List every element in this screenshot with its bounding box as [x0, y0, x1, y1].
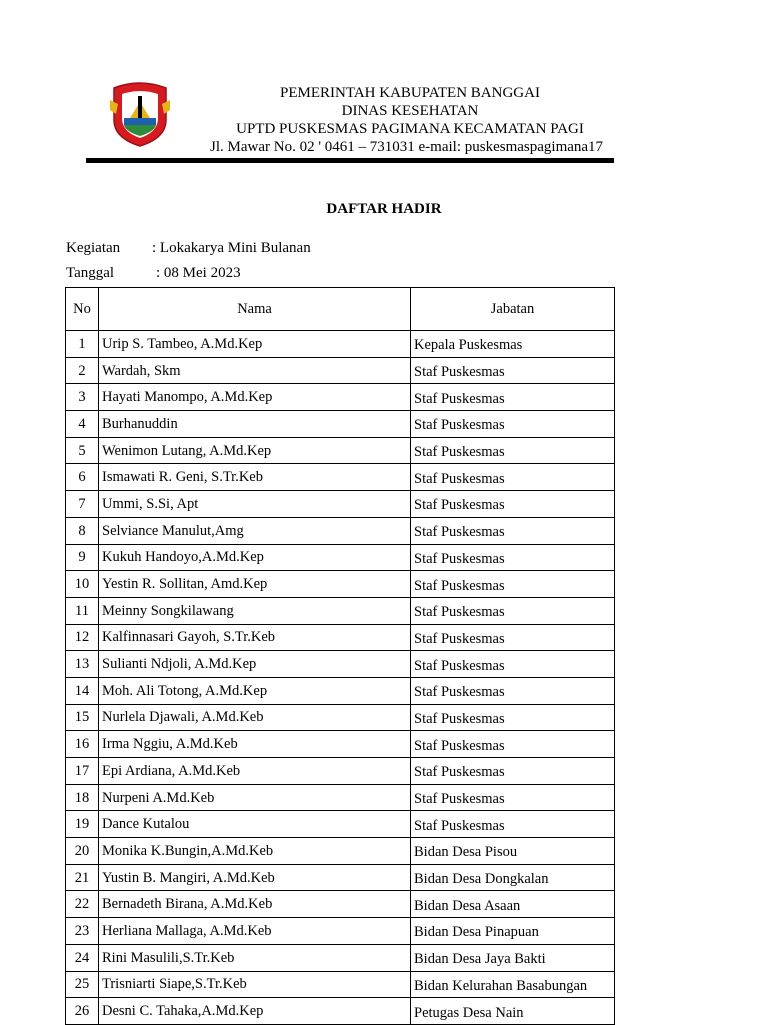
table-row	[66, 811, 615, 838]
row-number: 20	[66, 838, 99, 865]
row-number: 9	[66, 544, 99, 571]
row-position: Bidan Desa Asaan	[411, 891, 615, 918]
column-header-no: No	[66, 288, 99, 331]
table-row	[66, 571, 615, 598]
row-name: Yustin B. Mangiri, A.Md.Keb	[99, 864, 411, 891]
date-line	[66, 265, 241, 282]
table-row	[66, 731, 615, 758]
row-position: Staf Puskesmas	[411, 437, 615, 464]
column-header-jabatan: Jabatan	[411, 288, 615, 331]
table-row	[66, 384, 615, 411]
activity-label: Kegiatan	[66, 240, 121, 256]
row-position: Bidan Desa Jaya Bakti	[411, 944, 615, 971]
row-position: Petugas Desa Nain	[411, 998, 615, 1025]
row-number: 4	[66, 411, 99, 438]
table-row	[66, 758, 615, 785]
table-row	[66, 597, 615, 624]
row-position: Staf Puskesmas	[411, 811, 615, 838]
row-name: Nurlela Djawali, A.Md.Keb	[99, 704, 411, 731]
document-title: DAFTAR HADIR	[326, 201, 442, 217]
row-number: 15	[66, 704, 99, 731]
row-name: Epi Ardiana, A.Md.Keb	[99, 758, 411, 785]
row-position: Staf Puskesmas	[411, 491, 615, 518]
letterhead-divider	[86, 158, 614, 163]
row-name: Wardah, Skm	[99, 357, 411, 384]
row-number: 25	[66, 971, 99, 998]
row-position: Staf Puskesmas	[411, 411, 615, 438]
row-name: Selviance Manulut,Amg	[99, 517, 411, 544]
row-position: Bidan Desa Pisou	[411, 838, 615, 865]
row-name: Desni C. Tahaka,A.Md.Kep	[99, 998, 411, 1025]
row-number: 16	[66, 731, 99, 758]
row-name: Ummi, S.Si, Apt	[99, 491, 411, 518]
table-row	[66, 624, 615, 651]
letterhead	[200, 84, 620, 156]
row-position: Staf Puskesmas	[411, 571, 615, 598]
row-number: 11	[66, 597, 99, 624]
table-row	[66, 784, 615, 811]
letterhead-agency: DINAS KESEHATAN	[341, 103, 479, 119]
letterhead-unit: UPTD PUSKESMAS PAGIMANA KECAMATAN PAGI	[236, 121, 584, 137]
row-number: 13	[66, 651, 99, 678]
row-position: Staf Puskesmas	[411, 784, 615, 811]
row-number: 24	[66, 944, 99, 971]
row-position: Staf Puskesmas	[411, 704, 615, 731]
activity-line	[66, 240, 311, 257]
row-position: Staf Puskesmas	[411, 384, 615, 411]
row-number: 14	[66, 677, 99, 704]
table-row	[66, 357, 615, 384]
row-name: Trisniarti Siape,S.Tr.Keb	[99, 971, 411, 998]
letterhead-government: PEMERINTAH KABUPATEN BANGGAI	[280, 85, 540, 101]
table-body	[66, 331, 615, 1025]
table-row	[66, 437, 615, 464]
row-name: Herliana Mallaga, A.Md.Keb	[99, 918, 411, 945]
row-name: Kukuh Handoyo,A.Md.Kep	[99, 544, 411, 571]
row-position: Staf Puskesmas	[411, 677, 615, 704]
row-name: Yestin R. Sollitan, Amd.Kep	[99, 571, 411, 598]
row-name: Kalfinnasari Gayoh, S.Tr.Keb	[99, 624, 411, 651]
table-row	[66, 944, 615, 971]
row-name: Monika K.Bungin,A.Md.Keb	[99, 838, 411, 865]
row-name: Nurpeni A.Md.Keb	[99, 784, 411, 811]
table-row	[66, 331, 615, 358]
column-header-nama: Nama	[99, 288, 411, 331]
row-name: Burhanuddin	[99, 411, 411, 438]
row-name: Wenimon Lutang, A.Md.Kep	[99, 437, 411, 464]
row-position: Bidan Desa Pinapuan	[411, 918, 615, 945]
letterhead-address: Jl. Mawar No. 02 ' 0461 – 731031 e-mail: puskesmaspagimana17	[210, 139, 604, 155]
table-row	[66, 704, 615, 731]
table-row	[66, 971, 615, 998]
row-number: 23	[66, 918, 99, 945]
row-position: Staf Puskesmas	[411, 517, 615, 544]
row-name: Meinny Songkilawang	[99, 597, 411, 624]
row-name: Ismawati R. Geni, S.Tr.Keb	[99, 464, 411, 491]
table-row	[66, 464, 615, 491]
row-number: 18	[66, 784, 99, 811]
table-row	[66, 998, 615, 1025]
row-number: 26	[66, 998, 99, 1025]
table-row	[66, 411, 615, 438]
row-position: Kepala Puskesmas	[411, 331, 615, 358]
row-name: Bernadeth Birana, A.Md.Keb	[99, 891, 411, 918]
row-number: 1	[66, 331, 99, 358]
row-position: Staf Puskesmas	[411, 624, 615, 651]
row-name: Hayati Manompo, A.Md.Kep	[99, 384, 411, 411]
table-row	[66, 544, 615, 571]
table-row	[66, 918, 615, 945]
table-row	[66, 491, 615, 518]
row-number: 12	[66, 624, 99, 651]
row-name: Rini Masulili,S.Tr.Keb	[99, 944, 411, 971]
row-position: Staf Puskesmas	[411, 357, 615, 384]
date-label: Tanggal	[66, 265, 115, 281]
row-name: Sulianti Ndjoli, A.Md.Kep	[99, 651, 411, 678]
row-position: Bidan Kelurahan Basabungan	[411, 971, 615, 998]
table-row	[66, 891, 615, 918]
row-name: Irma Nggiu, A.Md.Keb	[99, 731, 411, 758]
attendance-table	[65, 287, 615, 1025]
row-position: Staf Puskesmas	[411, 597, 615, 624]
row-position: Staf Puskesmas	[411, 544, 615, 571]
row-number: 10	[66, 571, 99, 598]
row-number: 7	[66, 491, 99, 518]
row-position: Staf Puskesmas	[411, 731, 615, 758]
row-number: 21	[66, 864, 99, 891]
date-value: : 08 Mei 2023	[156, 265, 241, 281]
row-number: 3	[66, 384, 99, 411]
row-position: Bidan Desa Dongkalan	[411, 864, 615, 891]
row-number: 6	[66, 464, 99, 491]
table-row	[66, 864, 615, 891]
row-position: Staf Puskesmas	[411, 464, 615, 491]
row-number: 22	[66, 891, 99, 918]
table-row	[66, 677, 615, 704]
row-number: 17	[66, 758, 99, 785]
activity-value: : Lokakarya Mini Bulanan	[152, 240, 311, 256]
table-row	[66, 838, 615, 865]
row-number: 19	[66, 811, 99, 838]
row-name: Dance Kutalou	[99, 811, 411, 838]
row-name: Moh. Ali Totong, A.Md.Kep	[99, 677, 411, 704]
table-header-row	[66, 288, 615, 331]
row-name: Urip S. Tambeo, A.Md.Kep	[99, 331, 411, 358]
row-position: Staf Puskesmas	[411, 758, 615, 785]
table-row	[66, 651, 615, 678]
regency-emblem	[108, 80, 172, 148]
row-number: 2	[66, 357, 99, 384]
row-number: 8	[66, 517, 99, 544]
row-number: 5	[66, 437, 99, 464]
table-row	[66, 517, 615, 544]
row-position: Staf Puskesmas	[411, 651, 615, 678]
